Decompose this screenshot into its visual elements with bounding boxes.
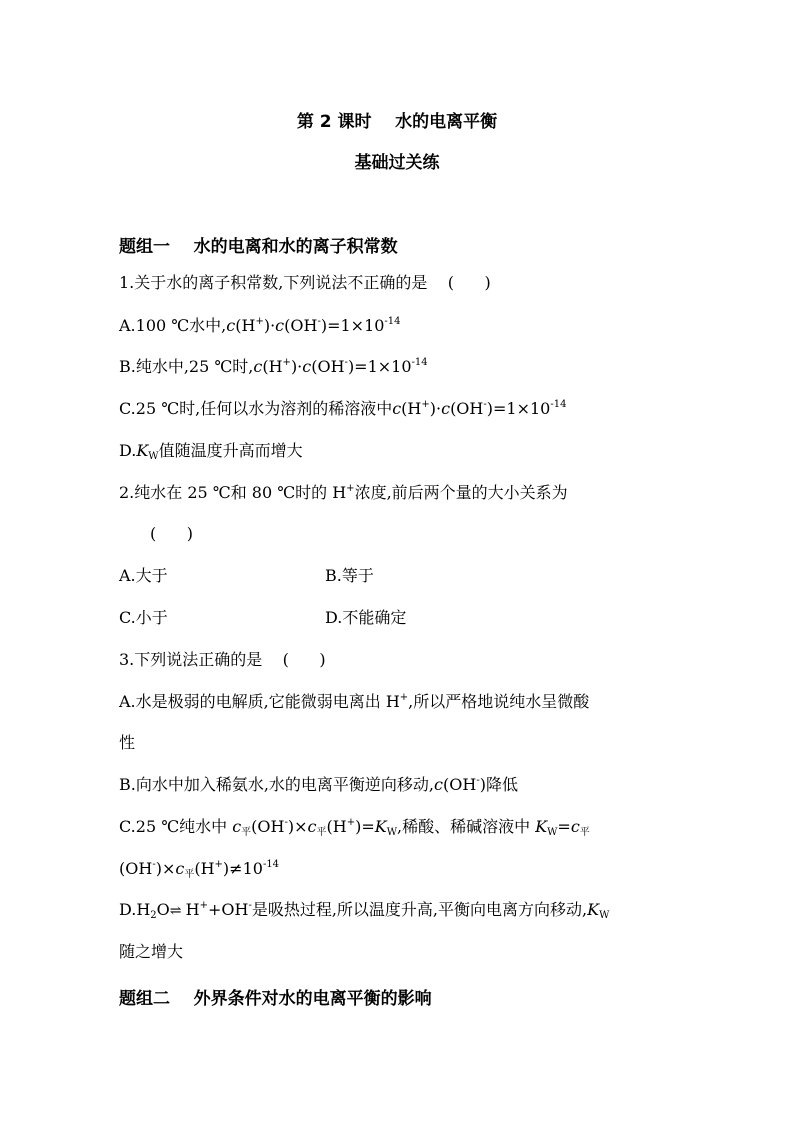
- group2-heading: 题组二 外界条件对水的电离平衡的影响: [119, 989, 432, 1009]
- q3-stem: 3.下列说法正确的是 ( ): [119, 650, 326, 669]
- page-title: 第 2 课时 水的电离平衡: [296, 112, 498, 132]
- page-subtitle: 基础过关练: [354, 153, 440, 173]
- q1-option-b: B.纯水中,25 ℃时$,c(H^+)\cdot c(OH^-)=1\times 10^{-14}$: [119, 357, 428, 376]
- q1-stem: 1.关于水的离子积常数,下列说法不正确的是 ( ): [119, 273, 491, 292]
- q2-answer-paren: ( ): [150, 524, 193, 543]
- q3-option-a-line1: A.水是极弱的电解质,它能微弱电离出 H+,所以严格地说纯水呈微酸: [119, 692, 590, 711]
- group1-heading: 题组一 水的电离和水的离子积常数: [119, 237, 398, 257]
- q3-option-d-line2: 随之增大: [119, 942, 184, 961]
- q2-option-a: A.大于: [119, 566, 168, 585]
- q1-option-d: $D.K_W$值随温度升高而增大: [119, 441, 303, 462]
- q2-option-b: B.等于: [325, 566, 374, 585]
- q3-option-a-line2: 性: [119, 733, 136, 752]
- q2-stem: 2.纯水在 25 ℃和 80 ℃时的 H+浓度,前后两个量的大小关系为: [119, 483, 568, 502]
- q1-option-c: C.25 ℃时,任何以水为溶剂的稀溶液中$c(H^+)\cdot c(OH^-)=1\times 10^{-14}$: [119, 399, 567, 418]
- q2-option-c: C.小于: [119, 608, 168, 627]
- q3-option-b: B.向水中加入稀氨水,水的电离平衡逆向移动,c(OH-)降低: [119, 775, 518, 794]
- q3-option-c-line2: $(OH^-)\times c_平(H^+)\ne 10^{-14}$: [119, 859, 280, 880]
- q3-option-d-line1: $D.H_2O\rightleftharpoons$ H++OH-是吸热过程,所以温度升高,平衡向电离方向移动$,K_W$: [119, 900, 610, 921]
- equilibrium-arrow-icon: ⇌: [169, 903, 181, 919]
- q2-option-d: D.不能确定: [325, 608, 407, 627]
- q1-option-a: A.100 ℃水中$,c(H^+)\cdot c(OH^-)=1\times 10^{-14}$: [119, 316, 401, 335]
- q3-option-c-line1: C.25 ℃纯水中 $c_平(OH^-)\times c_平(H^+)=K_W$,稀酸、稀碱溶液中 $K_W=c_平$: [119, 817, 590, 838]
